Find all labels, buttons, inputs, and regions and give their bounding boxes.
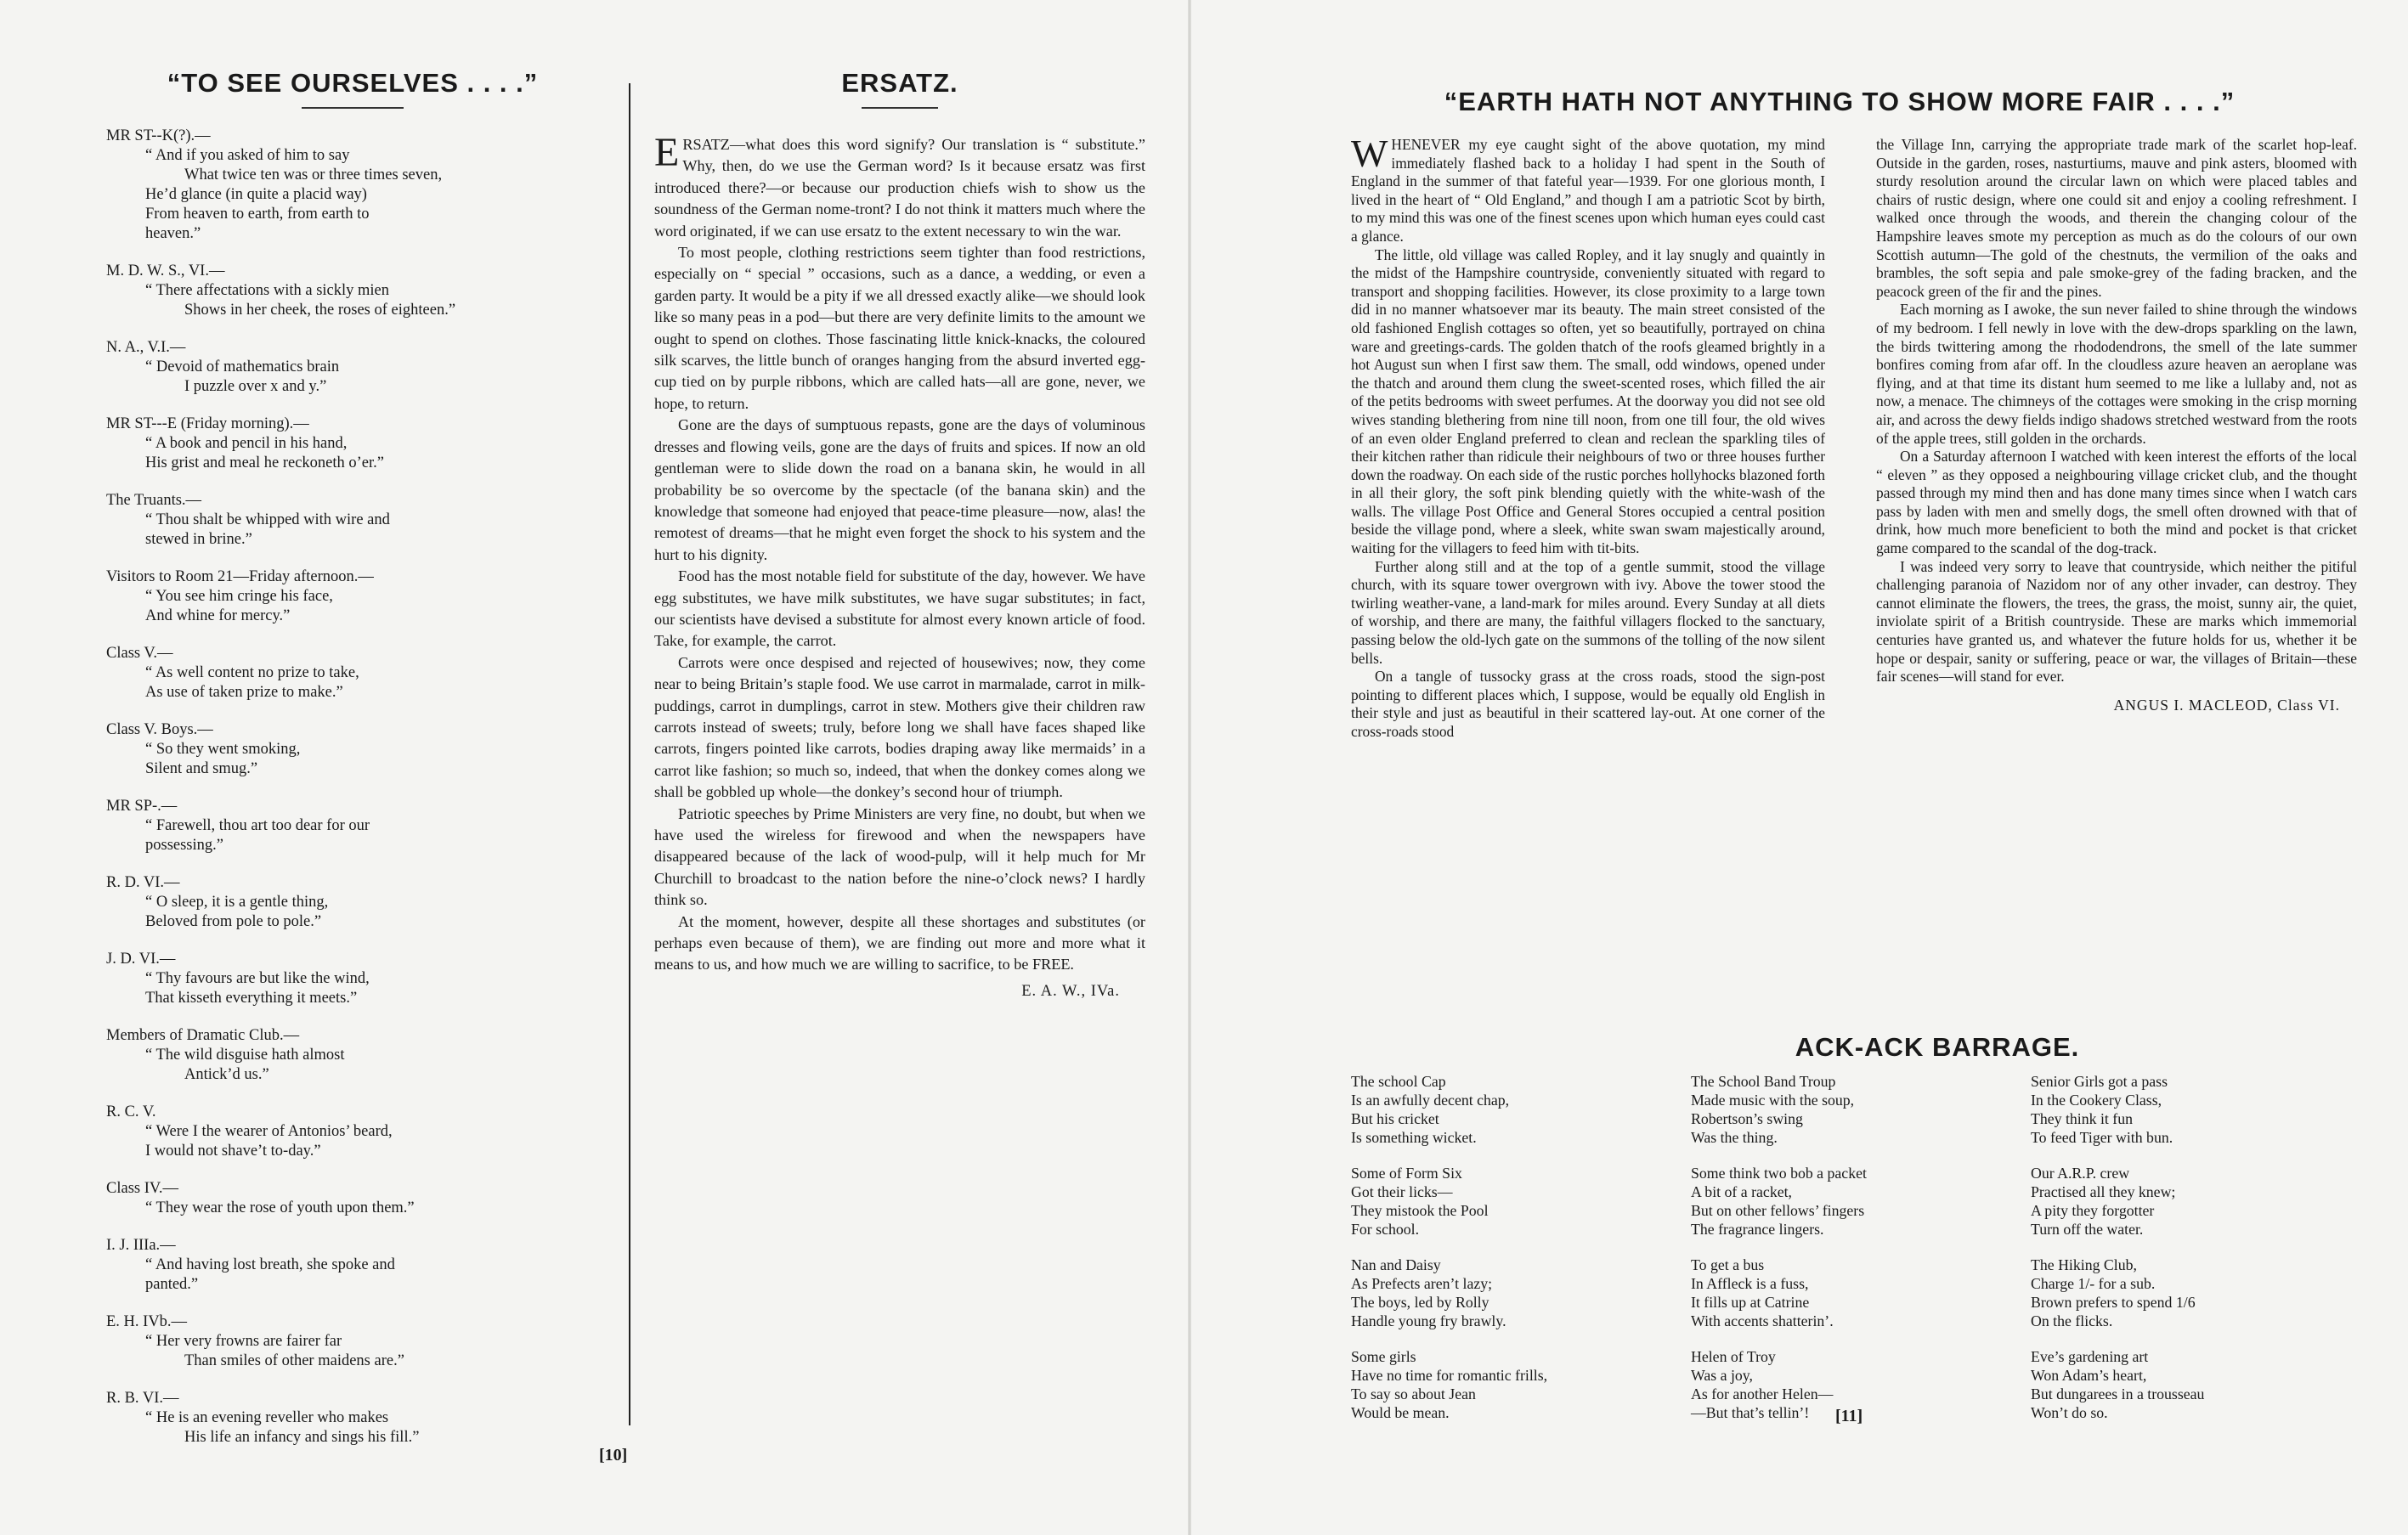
verse-line: It fills up at Catrine (1691, 1294, 1810, 1311)
quote-line: “ He is an evening reveller who makes (145, 1409, 389, 1426)
verse-line: To say so about Jean (1351, 1385, 1476, 1402)
quote-entry (106, 338, 599, 397)
quote-line: “ O sleep, it is a gentle thing, (145, 894, 329, 911)
verse-stanza (2031, 1164, 2388, 1239)
verse-line: But dungarees in a trousseau (2031, 1385, 2205, 1402)
ersatz-paragraph (654, 242, 1145, 415)
paragraph-text: Further along still and at the top of a gentle summit, stood the village church, with its square tower overgrown with ivy. Above the tower stood the twirling weather-vane, a land-mark for miles around. Every Sunday at all diets of worship, and there are many, the faithful villagers flocked to the sanctuary, passing below the old-lych gate on the summons of the tolling of the now silent bells. (1351, 557, 1825, 667)
paragraph-text: On a tangle of tussocky grass at the cross roads, stood the sign-post pointing to different places which, I suppose, would be equally old English in their style and just as beautiful in their scattered lay-out. At one corner of the cross-roads stood (1351, 668, 1825, 740)
title-rule (862, 107, 938, 109)
quote-line: heaven.” (145, 225, 201, 242)
quote-line: “ As well content no prize to take, (145, 664, 359, 681)
column-divider (629, 83, 630, 1425)
right-page (1190, 0, 2408, 1535)
quote-entry (106, 415, 599, 473)
quote-line: What twice ten was or three times seven, (184, 166, 443, 183)
verse-line: Was the thing. (1691, 1129, 1778, 1146)
quote-entry (106, 1179, 599, 1218)
ersatz-paragraph (654, 130, 1145, 242)
verse-line: As Prefects aren’t lazy; (1351, 1275, 1493, 1292)
quote-line: “ A book and pencil in his hand, (145, 435, 348, 452)
title-rule (302, 107, 404, 109)
quote-line: His life an infancy and sings his fill.” (184, 1429, 420, 1446)
verse-line: The School Band Troup (1691, 1073, 1836, 1090)
verse-line: A bit of a racket, (1691, 1183, 1792, 1200)
verse-line: Eve’s gardening art (2031, 1348, 2149, 1365)
earth-paragraph (1351, 132, 1825, 246)
verse-stanza (2031, 1072, 2388, 1147)
page-number-left: [10] (599, 1446, 628, 1464)
verse-stanza (1691, 1072, 2048, 1147)
quote-line: That kisseth everything it meets.” (145, 990, 358, 1007)
ersatz-paragraph (654, 415, 1145, 566)
quote-attribution: Visitors to Room 21—Friday afternoon.— (106, 568, 374, 585)
verse-line: Some think two bob a packet (1691, 1165, 1867, 1182)
quote-attribution: R. B. VI.— (106, 1390, 179, 1407)
ack-ack-barrage-title: ACK-ACK BARRAGE. (1795, 1032, 2080, 1062)
quote-line: I puzzle over x and y.” (184, 378, 327, 395)
earth-paragraph (1351, 246, 1825, 558)
quote-entry (106, 1103, 599, 1161)
earth-paragraph: the Village Inn, carrying the appropriate trade mark of the scarlet hop-leaf. Outside in the garden, roses, nasturtiums, mauve and pink asters, bloomed with sturdy resolution around the circular lawn on which were placed tables and chairs of rustic design, where one could sit and enjoy a cooling refreshment. I walked once through the woods, and therein the changing colour of the Hampshire leaves smote my perception as much as do the colours of our own Scottish autumn—The gold of the chestnuts, the vermilion of the oaks and brambles, the soft sepia and pale smoke-grey of the fading bracken, and the peacock green of the fir and the pines. (1876, 136, 2357, 300)
quote-line: From heaven to earth, from earth to (145, 206, 370, 223)
quote-entry (106, 644, 599, 703)
ersatz-signature: E. A. W., IVa. (1021, 982, 1120, 1000)
quote-line: “ There affectations with a sickly mien (145, 282, 389, 299)
earth-paragraph: I was indeed very sorry to leave that countryside, which neither the pitiful challenging paranoia of Nazidom nor of any other invader, can destroy. They cannot eliminate the flowers, the trees, the grass, the moist, sunny air, the quiet, inviolate spirit of a British countryside. These are marks which immemorial centuries have granted us, and whatever the future holds for us, whether it be hope or despair, sanity or suffering, peace or war, the villages of Britain—these fair scenes—will stand for ever. (1876, 557, 2357, 686)
quote-entry (106, 127, 599, 244)
earth-hath-title: “EARTH HATH NOT ANYTHING TO SHOW MORE FAIR . . . .” (1444, 87, 2236, 116)
quote-attribution: E. H. IVb.— (106, 1313, 188, 1330)
verse-line: Have no time for romantic frills, (1351, 1367, 1548, 1384)
quote-entry (106, 1389, 599, 1448)
verse-line: Senior Girls got a pass (2031, 1073, 2168, 1090)
quote-entry (106, 720, 599, 779)
quote-entry (106, 1312, 599, 1371)
quote-attribution: Members of Dramatic Club.— (106, 1027, 300, 1044)
ersatz-paragraph (654, 911, 1145, 976)
verse-line: They think it fun (2031, 1110, 2134, 1127)
verse-stanza (1691, 1347, 2048, 1422)
ersatz-paragraph (654, 652, 1145, 804)
verse-line: Practised all they knew; (2031, 1183, 2176, 1200)
page-number-right: [11] (1835, 1407, 1863, 1425)
quote-line: “ Were I the wearer of Antonios’ beard, (145, 1123, 393, 1140)
earth-column-1 (1351, 132, 1825, 742)
verse-line: For school. (1351, 1221, 1420, 1238)
verse-line: Won Adam’s heart, (2031, 1367, 2147, 1384)
quote-attribution: Class V. Boys.— (106, 721, 213, 738)
verse-line: The Hiking Club, (2031, 1256, 2137, 1273)
verse-line: The fragrance lingers. (1691, 1221, 1824, 1238)
verse-line: Got their licks— (1351, 1183, 1453, 1200)
quote-attribution: J. D. VI.— (106, 951, 176, 968)
quote-line: Silent and smug.” (145, 760, 258, 777)
earth-paragraph (1351, 558, 1825, 669)
verse-line: Nan and Daisy (1351, 1256, 1441, 1273)
quote-line: Beloved from pole to pole.” (145, 913, 322, 930)
quote-line: “ Thy favours are but like the wind, (145, 970, 370, 987)
left-page (0, 0, 1190, 1535)
quote-line: Antick’d us.” (184, 1066, 269, 1083)
verse-line: Robertson’s swing (1691, 1110, 1803, 1127)
earth-paragraph: On a Saturday afternoon I watched with keen interest the efforts of the local “ eleven ” as they opposed a neighbouring village cricket club, and the thought passed through my mind then and has done many times since when I watch cars pass by laden with men and smelly dogs, the smell often drowned with that of drink, how much more beneficient to both the mind and pocket is that cricket game compared to the scandal of the dog-track. (1876, 448, 2357, 557)
verse-line: Helen of Troy (1691, 1348, 1776, 1365)
earth-column-2 (1876, 136, 2357, 714)
to-see-ourselves-title: “TO SEE OURSELVES . . . .” (167, 68, 539, 98)
paragraph-text: At the moment, however, despite all these shortages and substitutes (or perhaps even because of them), we are finding out more and more what it means to us, and how much we are willing to sacrifice, to be FREE. (654, 912, 1145, 973)
quote-attribution: M. D. W. S., VI.— (106, 262, 225, 279)
quote-line: “ So they went smoking, (145, 741, 301, 758)
verse-line: Is something wicket. (1351, 1129, 1477, 1146)
verse-line: Is an awfully decent chap, (1351, 1092, 1510, 1109)
quote-entry (106, 1236, 599, 1295)
verse-line: To get a bus (1691, 1256, 1765, 1273)
verse-line: To feed Tiger with bun. (2031, 1129, 2173, 1146)
quote-line: “ The wild disguise hath almost (145, 1047, 345, 1064)
earth-body-1 (1351, 132, 1825, 742)
quote-list (106, 127, 599, 1448)
verse-stanza (2031, 1347, 2388, 1422)
ersatz-column (654, 68, 1145, 1001)
quote-attribution: Class IV.— (106, 1180, 178, 1197)
quote-attribution: R. C. V. (106, 1103, 156, 1120)
verse-line: Was a joy, (1691, 1367, 1753, 1384)
quote-entry (106, 262, 599, 320)
verse-line: With accents shatterin’. (1691, 1312, 1834, 1329)
to-see-ourselves-column (106, 68, 599, 1448)
quote-line: He’d glance (in quite a placid way) (145, 186, 367, 203)
verse-stanza (1351, 1072, 1708, 1147)
ersatz-body (654, 130, 1145, 976)
quote-attribution: MR ST---E (Friday morning).— (106, 415, 309, 432)
verse-stanza (1351, 1256, 1708, 1330)
quote-line: possessing.” (145, 837, 223, 854)
ersatz-paragraph (654, 566, 1145, 652)
barrage-verse-column (1351, 1072, 1708, 1439)
quote-line: “ Farewell, thou art too dear for our (145, 817, 370, 834)
paragraph-text: Food has the most notable field for substitute of the day, however. We have egg substitutes, we have milk substitutes, we have sugar substitutes; in fact, our scientists have devised a substitute for almost every known article of food. Take, for example, the carrot. (654, 567, 1145, 650)
verse-line: Charge 1/- for a sub. (2031, 1275, 2156, 1292)
quote-line: His grist and meal he reckoneth o’er.” (145, 454, 384, 471)
quote-line: “ Thou shalt be whipped with wire and (145, 511, 390, 528)
paragraph-text: Patriotic speeches by Prime Ministers are very fine, no doubt, but when we have used the wireless for firewood and when the newspapers have disappeared because of the lack of wood-pulp, will it help much for Mr Churchill to broadcast to the nation before the nine-o’clock news? I hardly think so. (654, 804, 1145, 909)
quote-entry (106, 950, 599, 1008)
verse-line: But on other fellows’ fingers (1691, 1202, 1865, 1219)
earth-body-2 (1876, 136, 2357, 686)
verse-line: They mistook the Pool (1351, 1202, 1489, 1219)
verse-line: But his cricket (1351, 1110, 1439, 1127)
earth-paragraph: Each morning as I awoke, the sun never failed to shine through the windows of my bedroom. I fell newly in love with the dew-drops sparkling on the lawn, the birds twittering among the rhododendrons, the smell of the late summer bonfires coming from afar off. In the cloudless azure heaven an aeroplane was flying, and at that time its distant hum seemed to me like a lullaby and, not as now, a menace. The chimneys of the cottages were smoking in the crisp morning air, and across the dewy fields indigo shadows stretched westward from the roots of the apple trees, still golden in the orchards. (1876, 301, 2357, 447)
earth-paragraph (1351, 668, 1825, 741)
earth-signature: ANGUS I. MACLEOD, Class VI. (2113, 696, 2340, 714)
quote-entry (106, 491, 599, 550)
quote-line: panted.” (145, 1276, 199, 1293)
barrage-verse-column (2031, 1072, 2388, 1439)
quote-line: “ Her very frowns are fairer far (145, 1333, 342, 1350)
ersatz-paragraph (654, 804, 1145, 911)
quote-attribution: The Truants.— (106, 492, 202, 509)
quote-line: “ And having lost breath, she spoke and (145, 1256, 395, 1273)
verse-line: Made music with the soup, (1691, 1092, 1855, 1109)
barrage-verse-column (1691, 1072, 2048, 1439)
quote-line: As use of taken prize to make.” (145, 684, 343, 701)
paragraph-text: Gone are the days of sumptuous repasts, gone are the days of voluminous dresses and flowing veils, gone are the days of fruits and spices. If now an old gentleman were to slide down the road on a banana skin, he would in all probability be so overcome by the spectacle (of the banana skin) and the knowledge that someone had enjoyed that peace-time pleasure—now, alas! the remotest of dreams—that he might even forget the shock to his system and the hurt to his dignity. (654, 416, 1145, 563)
verse-line: In the Cookery Class, (2031, 1092, 2162, 1109)
verse-stanza (1691, 1256, 2048, 1330)
quote-line: I would not shave’t to-day.” (145, 1143, 321, 1160)
paragraph-text: Carrots were once despised and rejected of housewives; now, they come near to being Britain’s staple food. We use carrot in marmalade, carrot in milk-puddings, carrot in dumplings, carrot in stew. Mothers give their children raw carrots instead of sweets; truly, before long we shall have faces shaped like carrots, fingers pointed like carrots, bodies draping away like mermaids’ in a carrot like fashion; so much so, indeed, that when the donkey comes along we shall be gobbled up whole—the donkey’s second hour of triumph. (654, 653, 1145, 801)
verse-line: Turn off the water. (2031, 1221, 2144, 1238)
quote-attribution: MR SP-.— (106, 798, 178, 815)
quote-attribution: Class V.— (106, 645, 173, 662)
quote-line: “ Devoid of mathematics brain (145, 358, 340, 375)
quote-line: “ You see him cringe his face, (145, 588, 333, 605)
quote-entry (106, 567, 599, 626)
verse-line: Some girls (1351, 1348, 1416, 1365)
paragraph-text: RSATZ—what does this word signify? Our translation is “ substitute.” Why, then, do we use the German word? Is it because ersatz was first introduced there?—or because our production chiefs wish to show us the soundness of the German nome-tront? I do not think it matters much where the word originated, if we can use ersatz to the extent necessary to win the war. (654, 136, 1145, 240)
quote-entry (106, 797, 599, 855)
quote-entry (106, 873, 599, 932)
verse-stanza (2031, 1256, 2388, 1330)
quote-line: “ They wear the rose of youth upon them.” (145, 1199, 415, 1216)
verse-line: In Affleck is a fuss, (1691, 1275, 1809, 1292)
verse-line: Our A.R.P. crew (2031, 1165, 2130, 1182)
verse-line: Some of Form Six (1351, 1165, 1462, 1182)
verse-stanza (1691, 1164, 2048, 1239)
verse-line: —But that’s tellin’! (1691, 1404, 1810, 1421)
drop-capital: E (654, 130, 680, 175)
verse-line: Brown prefers to spend 1/6 (2031, 1294, 2196, 1311)
quote-attribution: R. D. VI.— (106, 874, 180, 891)
verse-line: On the flicks. (2031, 1312, 2113, 1329)
quote-line: Than smiles of other maidens are.” (184, 1352, 404, 1369)
quote-entry (106, 1026, 599, 1085)
verse-stanza (1351, 1347, 1708, 1422)
paragraph-text: The little, old village was called Ropley, and it lay snugly and quaintly in the midst of the Hampshire countryside, conveniently situated with regard to transport and shopping facilities. However, its close proximity to a large town did in no manner whatsoever mar its beauty. The main street consisted of the old fashioned English cottages so often, yet so beautifully, portrayed on china ware and greetings-cards. The golden thatch of the roofs gleamed brightly in a hot August sun when I first saw them. The small, odd windows, opened under the thatch and around them clung the sweet-scented roses, which filled the air of the petits bedrooms with sweet perfumes. At the doorway you did not see old wives standing blethering from nine till noon, from one till four, the old wives of an even older England preferred to clean and reclean the sparkling tiles of their kitchen rather than ridicule their neighbours of two or three houses further down the roadway. On each side of the rustic porches hollyhocks blazoned forth in all their glory, the soft pink blending quietly with the white-wash of the walls. The village Post Office and General Stores occupied a central position beside the village pond, where a sleek, white swan swam majestically around, waiting for the villagers to feed him with tit-bits. (1351, 245, 1825, 557)
verse-line: Would be mean. (1351, 1404, 1450, 1421)
quote-line: “ And if you asked of him to say (145, 147, 350, 164)
paragraph-text: HENEVER my eye caught sight of the above quotation, my mind immediately flashed back to a holiday I had spent in the South of England in the summer of that fateful year—1939. For one glorious month, I lived in the heart of “ Old England,” and though I am a patriotic Scot by birth, to my mind this was one of the finest scenes upon which human eyes could cast a glance. (1351, 136, 1825, 245)
verse-line: The school Cap (1351, 1073, 1446, 1090)
verse-line: As for another Helen— (1691, 1385, 1834, 1402)
drop-capital: W (1351, 132, 1388, 175)
quote-line: Shows in her cheek, the roses of eighteen.” (184, 302, 456, 319)
ersatz-title: ERSATZ. (841, 68, 958, 98)
quote-attribution: I. J. IIIa.— (106, 1237, 176, 1254)
quote-attribution: N. A., V.I.— (106, 339, 186, 356)
verse-stanza (1351, 1164, 1708, 1239)
quote-line: And whine for mercy.” (145, 607, 291, 624)
paragraph-text: To most people, clothing restrictions seem tighter than food restrictions, especially on “ special ” occasions, such as a dance, a wedding, or even a garden party. It would be a pity if we all dressed exactly alike—we should look like so many peas in a pod—but there are very definite limits to the amount we ought to spend on clothes. Those fascinating little knick-knacks, the coloured silk scarves, the little bunch of oranges hanging from the absurd inverted egg-cup tied on by purple ribbons, which are called hats—all are gone, never, we hope, to return. (654, 244, 1145, 412)
verse-line: Won’t do so. (2031, 1404, 2108, 1421)
verse-line: Handle young fry brawly. (1351, 1312, 1506, 1329)
verse-line: The boys, led by Rolly (1351, 1294, 1489, 1311)
verse-line: A pity they forgotter (2031, 1202, 2155, 1219)
quote-line: stewed in brine.” (145, 531, 252, 548)
quote-attribution: MR ST--K(?).— (106, 127, 211, 144)
